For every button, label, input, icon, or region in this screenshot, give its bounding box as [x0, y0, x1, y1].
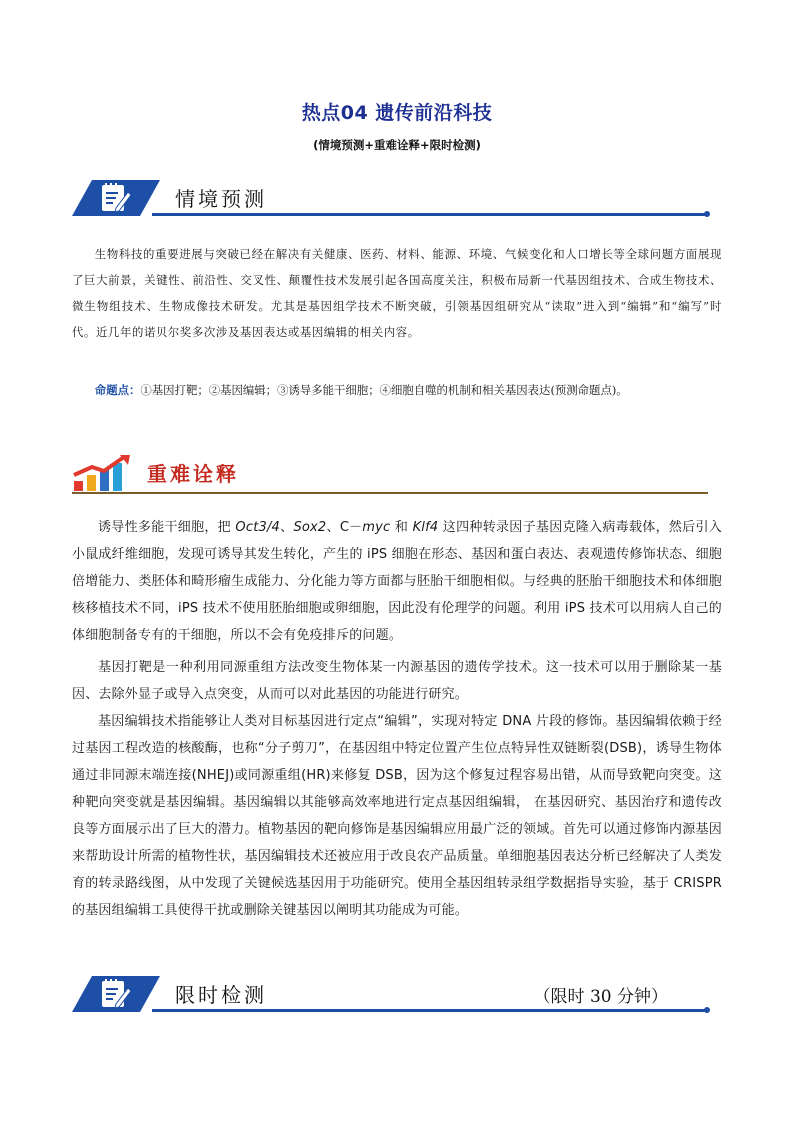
section-rule: [152, 1009, 708, 1012]
page-subtitle: (情境预测+重难诠释+限时检测): [313, 138, 481, 152]
explanation-paragraph-3: 基因编辑技术指能够让人类对目标基因进行定点“编辑”，实现对特定 DNA 片段的修饰。基因编辑依赖于经过基因工程改造的核酸酶，也称“分子剪刀”，在基因组中特定位置产生位点特异性双链断裂(DSB)，诱导生物体通过非同源末端连接(NHEJ)或同源重组(HR)来修复 DSB，因为这个修复过程容易出错，从而导致靶向突变。这种靶向突变就是基因编辑。基因编辑以其能够高效率地进行定点基因组编辑， 在基因研究、基因治疗和遗传改良等方面展示出了巨大的潜力。植物基因的靶向修饰是基因编辑应用最广泛的领域。首先可以通过修饰内源基因来帮助设计所需的植物性状，基因编辑技术还被应用于改良农产品质量。单细胞基因表达分析已经解决了人类发育的转录路线图，从中发现了关键候选基因用于功能研究。使用全基因组转录组学数据指导实验，基于 CRISPR 的基因组编辑工具使得干扰或删除关键基因以阐明其功能成为可能。: [72, 714, 722, 918]
section-rule-explanation: [72, 492, 708, 494]
notepad-pen-icon: [72, 976, 160, 1012]
section-rule: [152, 213, 708, 216]
explanation-paragraph-2: 基因打靶是一种利用同源重组方法改变生物体某一内源基因的遗传学技术。这一技术可以用于删除某一基因、去除外显子或导入点突变，从而可以对此基因的功能进行研究。: [72, 660, 722, 702]
topic-text: ①基因打靶；②基因编辑；③诱导多能干细胞；④细胞自噬的机制和相关基因表达(预测命题点)。: [140, 383, 628, 397]
page-title: 热点04 遗传前沿科技: [301, 102, 493, 124]
section-rule-dot: [704, 1007, 710, 1013]
section-title-test: 限时检测: [175, 983, 267, 1007]
section-rule-dot: [704, 211, 710, 217]
notepad-pen-icon: [72, 180, 160, 216]
time-limit: （限时 30 分钟）: [533, 987, 668, 1007]
section-header-scenario: [72, 180, 708, 224]
section-header-test: [72, 976, 708, 1020]
topic-points: [72, 377, 722, 403]
topic-label: 命题点：: [94, 383, 141, 397]
section-title-explanation: 重难诠释: [147, 462, 239, 486]
explanation-paragraph-1: 诱导性多能干细胞，把 Oct3/4、Sox2、C－myc 和 Klf4 这四种转录因子基因克隆入病毒载体，然后引入小鼠成纤维细胞，发现可诱导其发生转化，产生的 iPS 细胞在形态、基因和蛋白表达、表观遗传修饰状态、细胞倍增能力、类胚体和畸形瘤生成能力、分化能力等方面都与胚胎干细胞相似。与经典的胚胎干细胞技术和体细胞核移植技术不同，iPS 技术不使用胚胎细胞或卵细胞，因此没有伦理学的问题。利用 iPS 技术可以用病人自己的体细胞制备专有的干细胞，所以不会有免疫排斥的问题。: [72, 520, 722, 643]
scenario-paragraph: 生物科技的重要进展与突破已经在解决有关健康、医药、材料、能源、环境、气候变化和人口增长等全球问题方面展现了巨大前景，关键性、前沿性、交叉性、颠覆性技术发展引起各国高度关注，积极布局新一代基因组技术、合成生物技术、微生物组技术、生物成像技术研发。尤其是基因组学技术不断突破，引领基因组研究从“读取”进入到“编辑”和“编写”时代。近几年的诺贝尔奖多次涉及基因表达或基因编辑的相关内容。: [72, 247, 722, 339]
section-title-scenario: 情境预测: [175, 187, 267, 211]
